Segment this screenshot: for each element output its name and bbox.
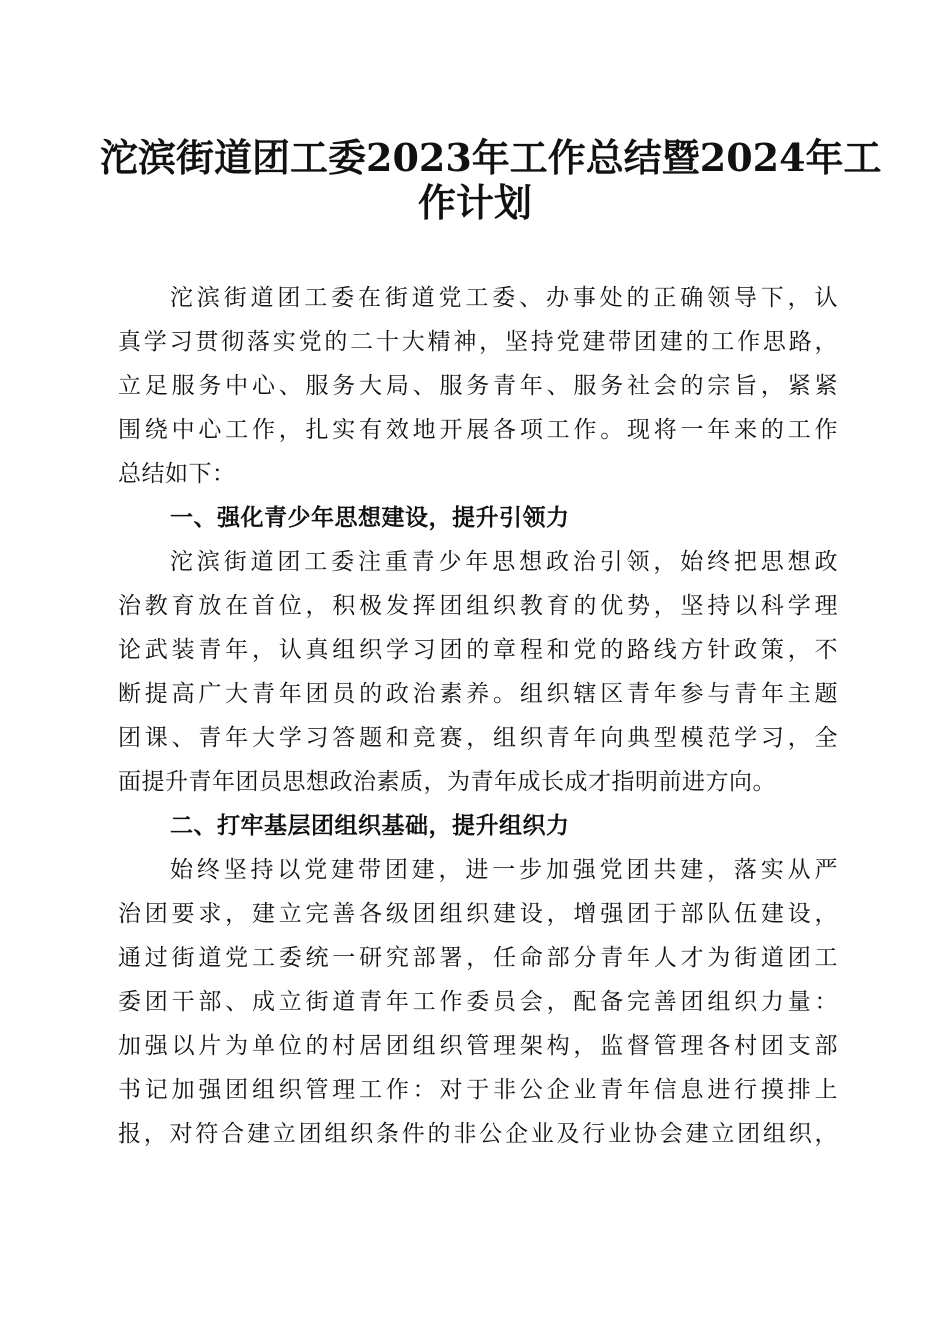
intro-line: 围绕中心工作，扎实有效地开展各项工作。现将一年来的工作 — [118, 417, 838, 443]
section1-line: 面提升青年团员思想政治素质，为青年成长成才指明前进方向。 — [118, 769, 776, 795]
document-title-line-2: 作计划 — [417, 180, 532, 225]
intro-line: 真学习贯彻落实党的二十大精神，坚持党建带团建的工作思路， — [118, 329, 838, 355]
intro-line: 沱滨街道团工委在街道党工委、办事处的正确领导下，认 — [170, 285, 838, 311]
intro-line: 总结如下： — [118, 461, 236, 487]
section2-line: 加强以片为单位的村居团组织管理架构，监督管理各村团支部 — [118, 1033, 838, 1059]
section1-line: 团课、青年大学习答题和竞赛，组织青年向典型模范学习，全 — [118, 725, 838, 751]
section1-line: 治教育放在首位，积极发挥团组织教育的优势，坚持以科学理 — [118, 593, 838, 619]
section2-line: 始终坚持以党建带团建，进一步加强党团共建，落实从严 — [170, 857, 838, 883]
section2-line: 书记加强团组织管理工作：对于非公企业青年信息进行摸排上 — [118, 1077, 838, 1103]
intro-line: 立足服务中心、服务大局、服务青年、服务社会的宗旨，紧紧 — [118, 373, 838, 399]
section2-line: 报，对符合建立团组织条件的非公企业及行业协会建立团组织， — [118, 1121, 838, 1147]
section2-line: 治团要求，建立完善各级团组织建设，增强团于部队伍建设， — [118, 901, 838, 927]
section2-line: 通过街道党工委统一研究部署，任命部分青年人才为街道团工 — [118, 945, 838, 971]
document-body — [118, 276, 838, 1156]
section2-line: 委团干部、成立街道青年工作委员会，配备完善团组织力量： — [118, 989, 838, 1015]
section-heading-2: 二、打牢基层团组织基础，提升组织力 — [170, 813, 570, 839]
document-title-line-1: 沱滨街道团工委2023年工作总结暨2024年工 — [100, 135, 882, 180]
section1-line: 沱滨街道团工委注重青少年思想政治引领，始终把思想政 — [170, 549, 838, 575]
section-heading-1: 一、强化青少年思想建设，提升引领力 — [170, 505, 570, 531]
section1-line: 断提高广大青年团员的政治素养。组织辖区青年参与青年主题 — [118, 681, 838, 707]
section1-line: 论武装青年，认真组织学习团的章程和党的路线方针政策，不 — [118, 637, 838, 663]
